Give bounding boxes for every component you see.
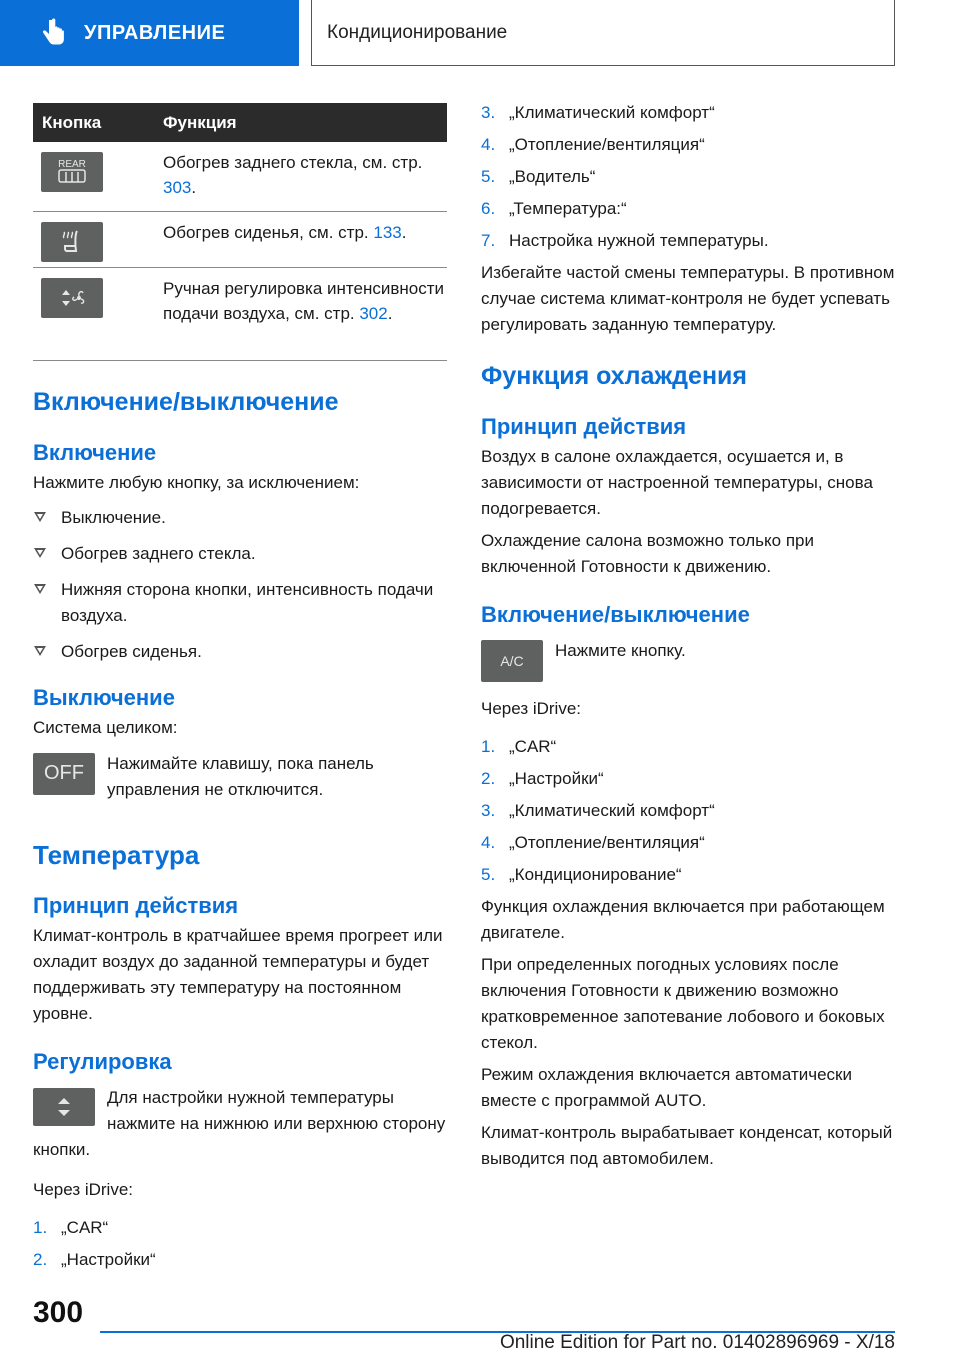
heading-temp-principle: Принцип действия [33, 892, 239, 918]
temp-principle-text: Климат-контроль в кратчайшее время прогреет или охладит воздух до заданной температуры и будет поддерживать эту температуру на постоянном уровне. [33, 925, 443, 1023]
table-header-button: Кнопка [33, 103, 163, 142]
temperature-up-down-icon [33, 1088, 95, 1126]
list-item: 1. „CAR“ [481, 737, 557, 756]
section-tab[interactable] [0, 0, 299, 66]
page-ref-link[interactable]: 303 [163, 178, 192, 197]
left-column [33, 103, 447, 1279]
heading-off: Выключение [33, 684, 175, 710]
cool-para-2: При определенных погодных условиях после включения Готовности к движению возможно кратковременное запотевание лобового и боковых стекол. [481, 955, 885, 1052]
rear-label: REAR [58, 159, 86, 170]
list-item: 1. „CAR“ [33, 1217, 109, 1237]
bullet-triangle-icon [34, 646, 46, 656]
cool-para-1: Функция охлаждения включается при работающем двигателе. [481, 897, 885, 942]
heading-cool-on-off: Включение/выключение [481, 602, 750, 627]
fan-intensity-icon [41, 278, 103, 318]
list-item: 6. „Температура:“ [481, 199, 627, 218]
footer-edition: Online Edition for Part no. 01402896969 - X/18 [499, 1332, 895, 1353]
touch-hand-icon [38, 17, 70, 49]
list-item: 3. „Климатический комфорт“ [481, 103, 715, 122]
cool-para-4: Климат-контроль вырабатывает конденсат, который выводится под автомобилем. [481, 1123, 893, 1168]
list-item: 3. „Климатический комфорт“ [481, 801, 715, 820]
list-item: Выключение. [33, 505, 447, 531]
heading-on: Включение [33, 439, 157, 465]
list-item: Обогрев сиденья. [33, 639, 447, 665]
table-header-function: Функция [163, 103, 447, 142]
list-item: Нижняя сторона кнопки, интенсивность подачи воздуха. [33, 577, 447, 629]
cool-para-3: Режим охлаждения включается автоматически вместе с программой AUTO. [481, 1065, 852, 1110]
list-item: 4. „Отопление/вентиляция“ [481, 135, 705, 154]
off-instruction [33, 751, 447, 803]
heading-on-off: Включение/выключение [33, 387, 339, 416]
button-function-table [33, 103, 447, 361]
bullet-triangle-icon [34, 548, 46, 558]
seat-heating-icon [41, 222, 103, 262]
regulation-instruction [33, 1085, 447, 1163]
section-title: УПРАВЛЕНИЕ [84, 21, 226, 44]
page-number: 300 [33, 1296, 84, 1329]
table-row [33, 142, 447, 211]
page-ref-link[interactable]: 302 [359, 303, 388, 323]
heading-cool-principle: Принцип действия [481, 414, 687, 439]
right-column [481, 100, 901, 1172]
table-row [33, 267, 447, 360]
table-cell-function: Ручная регулировка интенсивности подачи воздуха, см. стр. 302. [163, 267, 447, 360]
cool-idrive-steps [481, 734, 901, 888]
list-item: 2. „Настройки“ [33, 1249, 156, 1269]
rear-window-defrost-icon [41, 152, 103, 192]
chapter-title: Кондиционирование [311, 0, 895, 66]
temp-note-text: Избегайте частой смены температуры. В противном случае система климат-контроля не будет успевать регулировать заданную температуру. [481, 263, 895, 334]
temp-idrive-intro: Через iDrive: [33, 1179, 134, 1199]
ac-instruction-text: Нажмите кнопку. [555, 641, 686, 660]
on-intro-text: Нажмите любую кнопку, за исключением: [33, 472, 360, 492]
cool-idrive-intro: Через iDrive: [481, 699, 582, 718]
temp-idrive-steps-right [481, 100, 901, 254]
heading-regulation: Регулировка [33, 1048, 172, 1074]
heading-cooling: Функция охлаждения [481, 362, 748, 390]
ac-button-icon: A/C [481, 640, 543, 682]
temp-idrive-steps-left [33, 1215, 447, 1273]
list-item: 4. „Отопление/вентиляция“ [481, 833, 705, 852]
list-item: 5. „Водитель“ [481, 167, 596, 186]
off-instruction-text: Нажимайте клавишу, пока панель управления не отключится. [107, 753, 374, 799]
table-cell-function: Обогрев сиденья, см. стр. 133. [163, 211, 447, 267]
page-ref-link[interactable]: 133 [373, 222, 402, 242]
list-item: 7. Настройка нужной температуры. [481, 231, 769, 250]
on-exceptions-list [33, 505, 447, 665]
cool-principle-text-1: Воздух в салоне охлаждается, осушается и, в зависимости от настроенной температуры, снова подогревается. [481, 447, 873, 518]
cool-principle-text-2: Охлаждение салона возможно только при включенной Готовности к движению. [481, 531, 815, 576]
list-item: 2. „Настройки“ [481, 769, 604, 788]
bullet-triangle-icon [34, 584, 46, 594]
heading-temperature: Температура [33, 839, 200, 870]
table-cell-function: Обогрев заднего стекла, см. стр. 303. [163, 142, 447, 211]
off-intro-text: Система целиком: [33, 717, 178, 737]
table-row [33, 211, 447, 267]
ac-instruction [481, 638, 901, 682]
off-button-icon: OFF [33, 753, 95, 795]
page-header [0, 0, 960, 66]
bullet-triangle-icon [34, 512, 46, 522]
list-item: 5. „Кондиционирование“ [481, 865, 682, 884]
list-item: Обогрев заднего стекла. [33, 541, 447, 567]
regulation-text: Для настройки нужной температуры нажмите на нижнюю или верхнюю сторону кнопки. [33, 1087, 446, 1159]
